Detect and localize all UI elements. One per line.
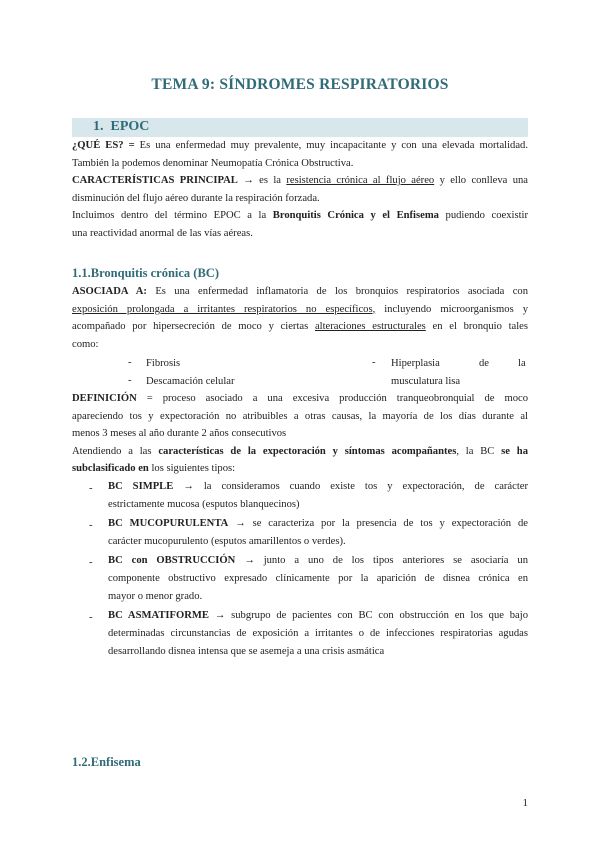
section-label: EPOC bbox=[110, 119, 150, 134]
bullet-dash: - bbox=[89, 483, 93, 494]
section-heading-epoc bbox=[72, 118, 528, 137]
bc-type-mucopurulenta: BC MUCOPURULENTA → se caracteriza por la presencia de tos y expectoración de carácter mucopurulento (esputos amarillentos o verdes). bbox=[108, 518, 528, 547]
text-line: exposición prolongada a irritantes respiratorios no específicos, incluyendo microorganismos y bbox=[72, 303, 528, 315]
bc-type-asmatiforme: BC ASMATIFORME → subgrupo de pacientes con BC con obstrucción en los que bajo determinadas circunstancias de exposición a irritantes o de infecciones respiratorias agudas desarrollando disnea intensa que se asemeja a una crisis asmática bbox=[108, 610, 528, 657]
epoc-paragraph bbox=[72, 138, 528, 243]
asociada-label: ASOCIADA A: bbox=[72, 286, 147, 297]
text-line: También la podemos denominar Neumopatía Crónica Obstructiva. bbox=[72, 157, 354, 169]
section-number: 1. bbox=[93, 119, 104, 134]
page-number: 1 bbox=[522, 797, 528, 809]
bullet-dash: - bbox=[89, 557, 93, 568]
bc-type-obstruccion: BC con OBSTRUCCIÓN → junto a uno de los tipos anteriores se asociaría un componente obstructivo expresado clínicamente por la aparición de disnea crónica en mayor o menor grado. bbox=[108, 555, 528, 602]
type-name: BC MUCOPURULENTA bbox=[108, 518, 229, 529]
list-item-word: de bbox=[479, 358, 489, 369]
type-name: BC ASMATIFORME bbox=[108, 610, 209, 621]
list-dash: - bbox=[372, 357, 376, 368]
text-line: una reactividad anormal de las vías aéreas. bbox=[72, 227, 253, 239]
bc-paragraph bbox=[72, 284, 528, 354]
list-item-word: la bbox=[518, 358, 526, 369]
list-dash: - bbox=[128, 357, 132, 368]
text-line: acompañado por hipersecreción de moco y ciertas alteraciones estructurales en el bronquio tales bbox=[72, 321, 528, 332]
bc-type-simple: BC SIMPLE → la consideramos cuando existe tos y expectoración, de carácter estrictamente mucosa (esputos blanquecinos) bbox=[108, 481, 529, 510]
text-line: subclasificado en los siguientes tipos: bbox=[72, 463, 236, 474]
definicion-paragraph bbox=[72, 391, 528, 479]
list-dash: - bbox=[128, 375, 132, 386]
text-line: Atendiendo a las características de la expectoración y síntomas acompañantes, la BC se ha bbox=[72, 445, 528, 457]
underlined-term: resistencia crónica al flujo aéreo bbox=[286, 175, 435, 186]
text-line: disminución del flujo aéreo durante la respiración forzada. bbox=[72, 192, 320, 204]
subsection-heading-enfisema: 1.2.Enfisema bbox=[72, 755, 141, 769]
list-item: Hiperplasia bbox=[391, 358, 440, 369]
text-line: como: bbox=[72, 338, 99, 350]
type-name: BC SIMPLE bbox=[108, 481, 174, 492]
list-item: musculatura lisa bbox=[391, 376, 461, 387]
subsection-heading-bc: 1.1.Bronquitis crónica (BC) bbox=[72, 266, 219, 280]
type-name: BC con OBSTRUCCIÓN bbox=[108, 555, 236, 566]
text-line: ¿QUÉ ES? = Es una enfermedad muy prevalente, muy incapacitante y con una elevada mortalidad. bbox=[72, 140, 529, 151]
text-line: apareciendo tos y expectoración no atribuibles a otras causas, la mayoría de los días durante al bbox=[72, 410, 528, 422]
caracteristicas-label: CARACTERÍSTICAS PRINCIPAL bbox=[72, 175, 238, 186]
bullet-dash: - bbox=[89, 520, 93, 531]
definicion-label: DEFINICIÓN bbox=[72, 393, 137, 404]
text-line: menos 3 meses al año durante 2 años consecutivos bbox=[72, 428, 287, 439]
list-item: Descamación celular bbox=[146, 376, 235, 387]
que-es-label: ¿QUÉ ES? = bbox=[72, 140, 135, 151]
text-line: Incluimos dentro del término EPOC a la Bronquitis Crónica y el Enfisema pudiendo coexistir bbox=[72, 210, 529, 221]
text-line: ASOCIADA A: Es una enfermedad inflamatoria de los bronquios respiratorios asociada con bbox=[72, 286, 528, 297]
bullet-dash: - bbox=[89, 612, 93, 623]
page-title: TEMA 9: SÍNDROMES RESPIRATORIOS bbox=[151, 76, 449, 93]
list-item: Fibrosis bbox=[146, 358, 181, 369]
text-line: CARACTERÍSTICAS PRINCIPAL → es la resistencia crónica al flujo aéreo y ello conlleva una bbox=[72, 175, 528, 186]
text-line: DEFINICIÓN = proceso asociado a una excesiva producción tranqueobronquial de moco bbox=[72, 393, 528, 404]
